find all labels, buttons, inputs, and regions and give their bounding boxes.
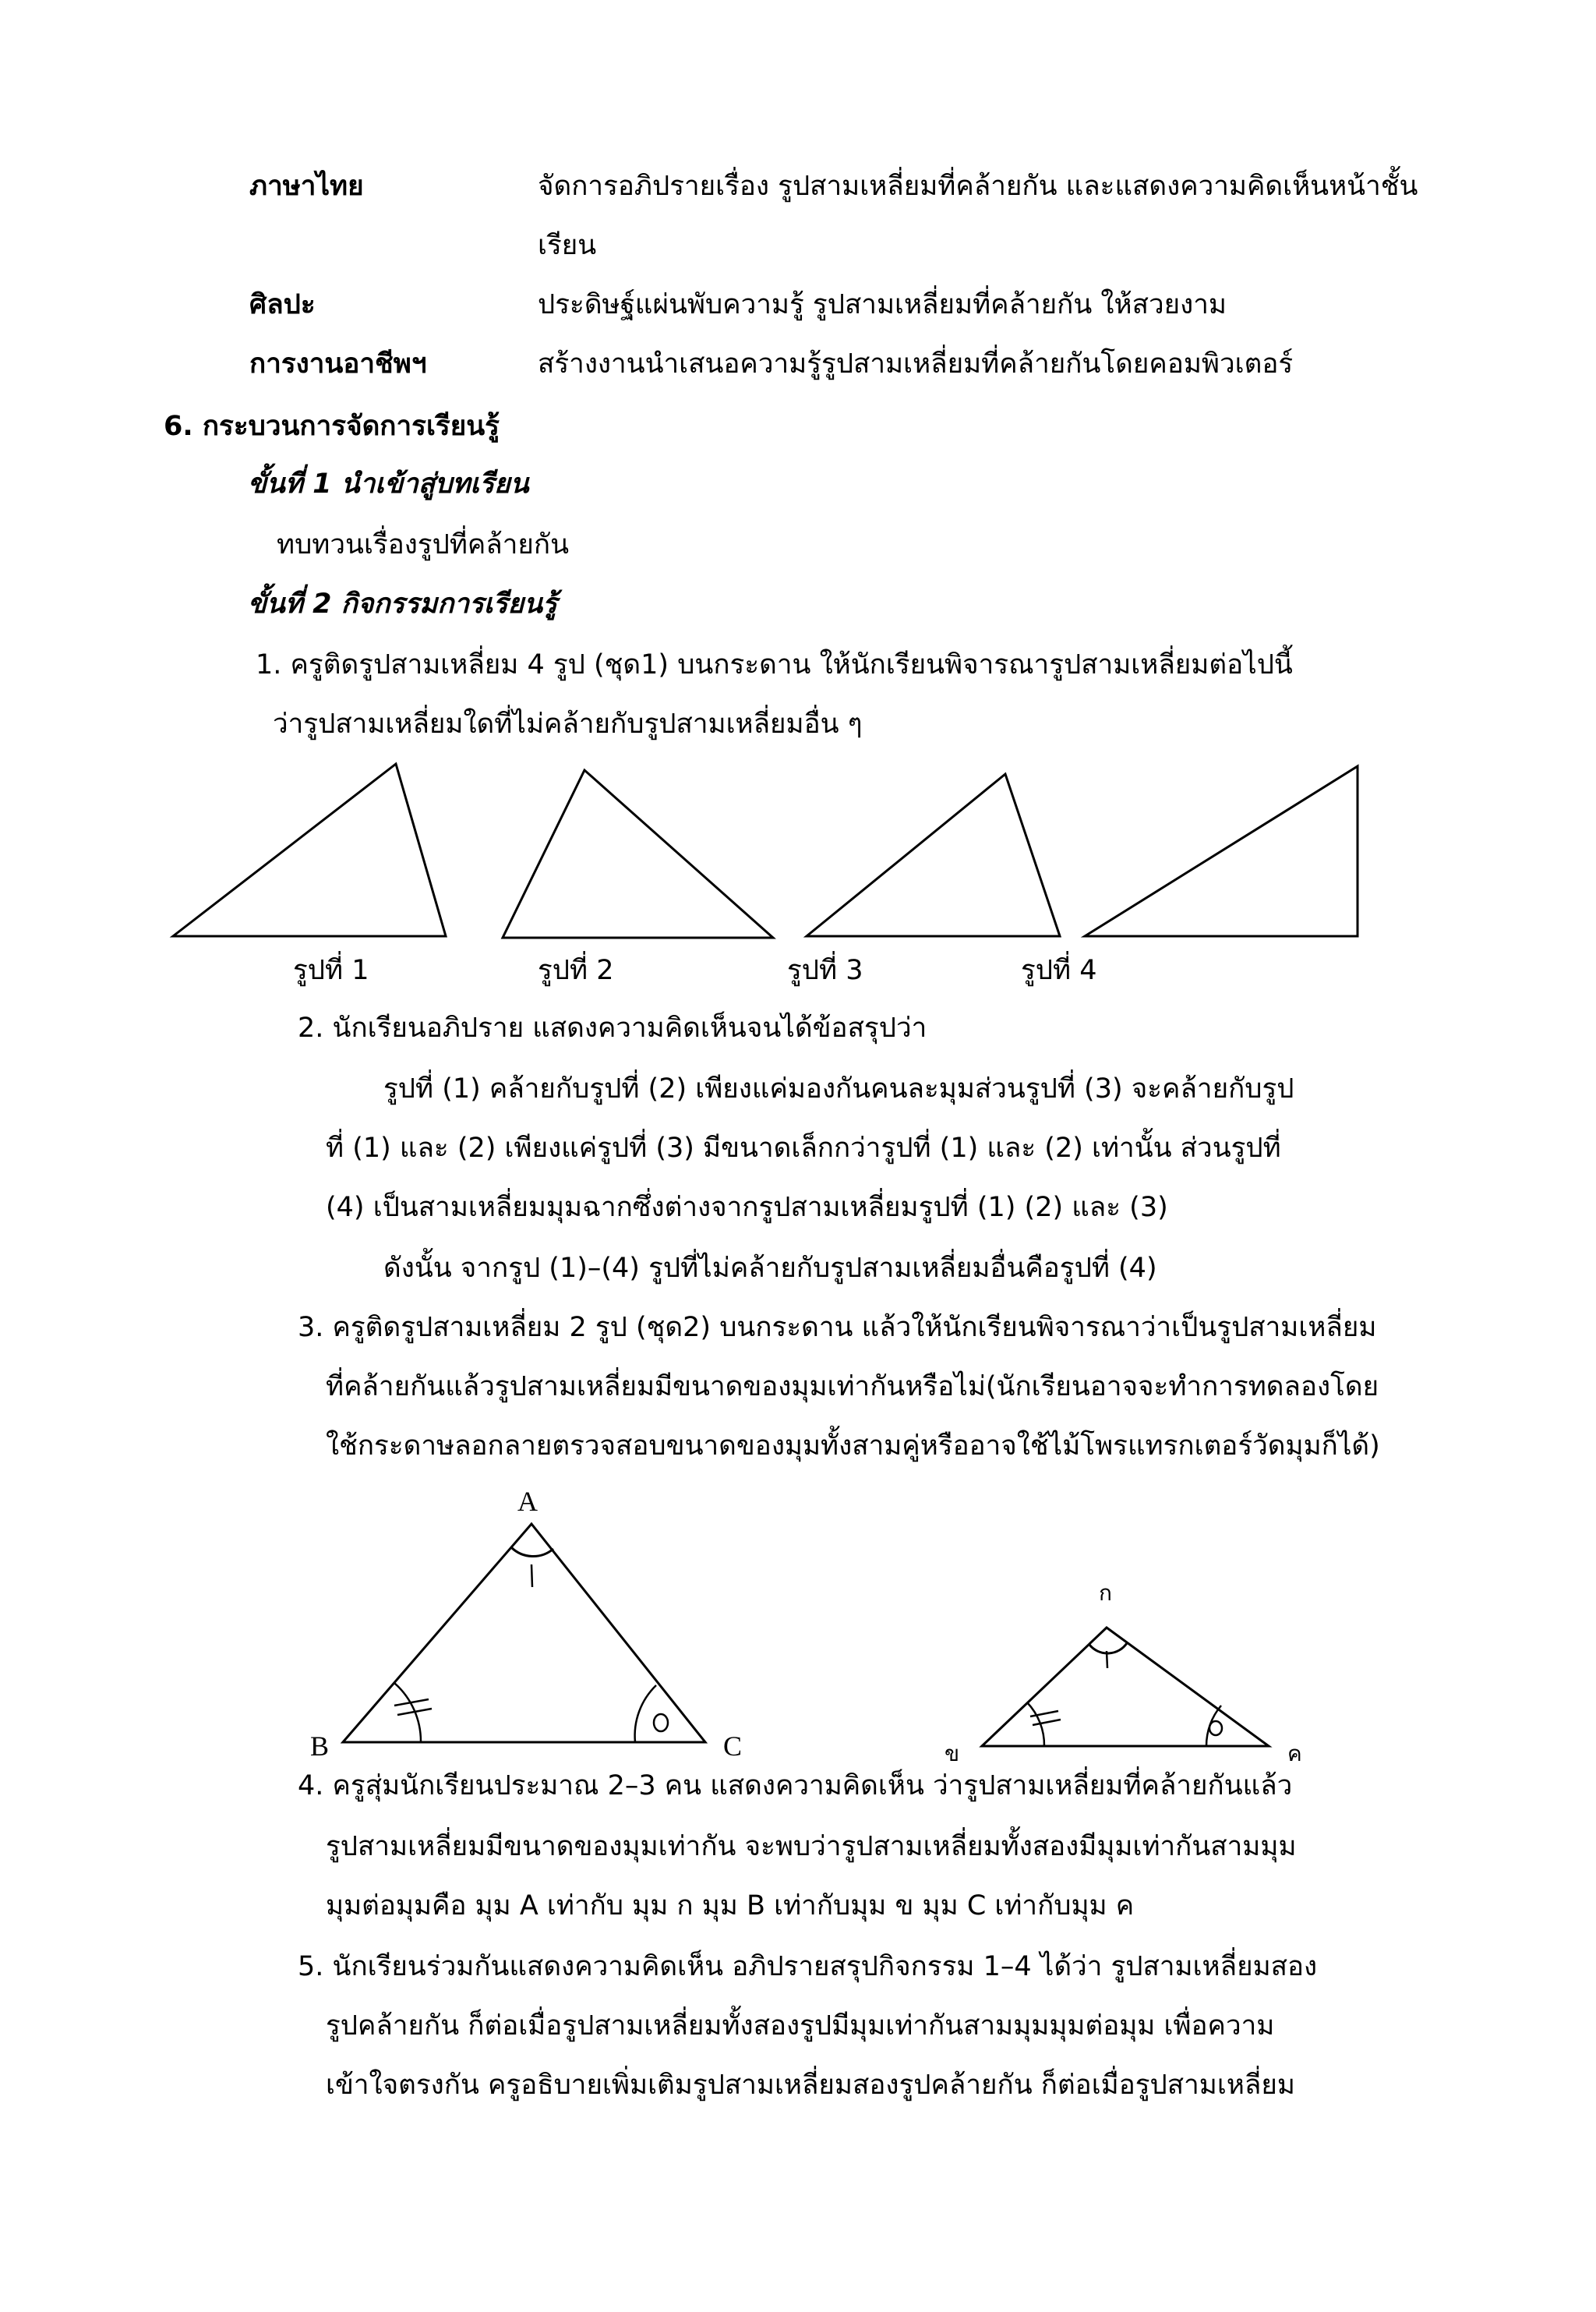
figure-label-3: รูปที่ 3 <box>787 955 863 986</box>
section-heading: 6. กระบวนการจัดการเรียนรู้ <box>164 411 500 442</box>
subject-career-text: สร้างงานนำเสนอความรู้รูปสามเหลี่ยมที่คล้ายกันโดยคอมพิวเตอร์ <box>538 348 1294 380</box>
step1-heading: ขั้นที่ 1 นำเข้าสู่บทเรียน <box>248 468 529 500</box>
subject-career-name: การงานอาชีพฯ <box>249 348 427 380</box>
item5-line1: 5. นักเรียนร่วมกันแสดงความคิดเห็น อภิปรายสรุปกิจกรรม 1–4 ได้ว่า รูปสามเหลี่ยมสอง <box>298 1951 1318 1982</box>
figure-label-1: รูปที่ 1 <box>293 955 369 986</box>
item4-line2: รูปสามเหลี่ยมมีขนาดของมุมเท่ากัน จะพบว่ารูปสามเหลี่ยมทั้งสองมีมุมเท่ากันสามมุม <box>326 1831 1297 1862</box>
item3-line1: 3. ครูติดรูปสามเหลี่ยม 2 รูป (ชุด2) บนกระดาน แล้วให้นักเรียนพิจารณาว่าเป็นรูปสามเหลี่ยม <box>298 1312 1377 1343</box>
item1-line1: 1. ครูติดรูปสามเหลี่ยม 4 รูป (ชุด1) บนกระดาน ให้นักเรียนพิจารณารูปสามเหลี่ยมต่อไปนี้ <box>256 649 1293 681</box>
vertex-label-b: B <box>310 1730 330 1762</box>
item2-line3: ที่ (1) และ (2) เพียงแค่รูปที่ (3) มีขนาดเล็กกว่ารูปที่ (1) และ (2) เท่านั้น ส่วนรูปที่ <box>326 1133 1281 1164</box>
item4-line3: มุมต่อมุมคือ มุม A เท่ากับ มุม ก มุม B เท่ากับมุม ข มุม C เท่ากับมุม ค <box>326 1890 1135 1921</box>
vertex-label-kor: ก <box>1099 1580 1112 1606</box>
item5-line3: เข้าใจตรงกัน ครูอธิบายเพิ่มเติมรูปสามเหลี่ยมสองรูปคล้ายกัน ก็ต่อเมื่อรูปสามเหลี่ยม <box>326 2070 1295 2101</box>
triangle-abc <box>343 1524 705 1742</box>
item5-line2: รูปคล้ายกัน ก็ต่อเมื่อรูปสามเหลี่ยมทั้งสองรูปมีมุมเท่ากันสามมุมมุมต่อมุม เพื่อความ <box>326 2010 1275 2042</box>
subject-thai-name: ภาษาไทย <box>249 171 364 202</box>
vertex-label-khor-khwai: ค <box>1287 1741 1302 1766</box>
item2-line4: (4) เป็นสามเหลี่ยมมุมฉากซึ่งต่างจากรูปสามเหลี่ยมรูปที่ (1) (2) และ (3) <box>326 1192 1168 1223</box>
item2-line5: ดังนั้น จากรูป (1)–(4) รูปที่ไม่คล้ายกับรูปสามเหลี่ยมอื่นคือรูปที่ (4) <box>383 1253 1157 1284</box>
figure-label-4: รูปที่ 4 <box>1021 955 1097 986</box>
step1-text: ทบทวนเรื่องรูปที่คล้ายกัน <box>277 529 570 560</box>
item3-line2: ที่คล้ายกันแล้วรูปสามเหลี่ยมมีขนาดของมุมเท่ากันหรือไม่(นักเรียนอาจจะทำการทดลองโดย <box>326 1371 1379 1402</box>
triangle-kor-khor-khor <box>982 1628 1269 1746</box>
item2-line2: รูปที่ (1) คล้ายกับรูปที่ (2) เพียงแค่มองกันคนละมุมส่วนรูปที่ (3) จะคล้ายกับรูป <box>383 1073 1294 1105</box>
subject-art-text: ประดิษฐ์แผ่นพับความรู้ รูปสามเหลี่ยมที่คล้ายกัน ให้สวยงาม <box>538 289 1227 320</box>
subject-art-name: ศิลปะ <box>249 289 316 320</box>
triangle-4 <box>1085 766 1358 936</box>
vertex-label-khor: ข <box>945 1741 960 1766</box>
triangle-2 <box>503 770 773 938</box>
item3-line3: ใช้กระดาษลอกลายตรวจสอบขนาดของมุมทั้งสามคู่หรืออาจใช้ไม้โพรแทรกเตอร์วัดมุมก็ได้) <box>326 1430 1380 1462</box>
subject-thai-text-line2: เรียน <box>538 230 597 261</box>
figure-label-2: รูปที่ 2 <box>538 955 614 986</box>
triangle-1 <box>173 764 446 936</box>
step2-heading: ขั้นที่ 2 กิจกรรมการเรียนรู้ <box>248 589 557 620</box>
item2-line1: 2. นักเรียนอภิปราย แสดงความคิดเห็นจนได้ข้อสรุปว่า <box>298 1013 927 1044</box>
subject-thai-text-line1: จัดการอภิปรายเรื่อง รูปสามเหลี่ยมที่คล้ายกัน และแสดงความคิดเห็นหน้าชั้น <box>538 171 1418 202</box>
item4-line1: 4. ครูสุ่มนักเรียนประมาณ 2–3 คน แสดงความคิดเห็น ว่ารูปสามเหลี่ยมที่คล้ายกันแล้ว <box>298 1770 1293 1801</box>
item1-line2: ว่ารูปสามเหลี่ยมใดที่ไม่คล้ายกับรูปสามเหลี่ยมอื่น ๆ <box>273 709 863 740</box>
triangle-3 <box>807 774 1060 936</box>
vertex-label-a: A <box>517 1486 538 1517</box>
vertex-label-c: C <box>723 1730 743 1762</box>
